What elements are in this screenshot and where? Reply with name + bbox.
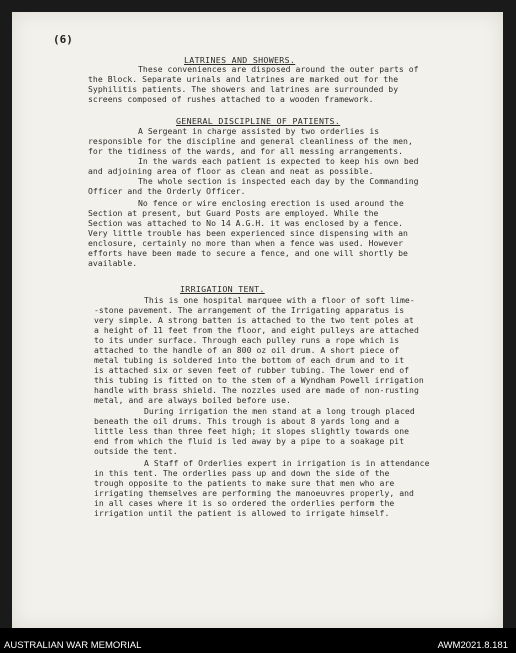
paragraph-line: Very little trouble has been experienced since dispensing with an — [88, 228, 408, 238]
paragraph-line: responsible for the discipline and general cleanliness of the men, — [88, 136, 413, 146]
paragraph-line: the Block. Separate urinals and latrines are marked out for the — [88, 74, 399, 84]
paragraph-line: available. — [88, 258, 138, 268]
paragraph-line: No fence or wire enclosing erection is used around the — [138, 198, 404, 208]
paragraph-line: The whole section is inspected each day by the Commanding — [138, 176, 419, 186]
paragraph-line: Officer and the Orderly Officer. — [88, 186, 246, 196]
section-heading-irrigation: IRRIGATION TENT. — [180, 284, 265, 294]
paragraph-line: screens composed of rushes attached to a wooden framework. — [88, 94, 374, 104]
paragraph-line: this tubing is fitted on to the stem of a Wyndham Powell irrigation — [94, 375, 424, 385]
paragraph-line: -stone pavement. The arrangement of the Irrigating apparatus is — [94, 305, 405, 315]
paragraph-line: and adjoining area of floor as clean and neat as possible. — [88, 166, 374, 176]
document-page — [12, 12, 503, 628]
paragraph-line: outside the tent. — [94, 446, 178, 456]
paragraph-line: These conveniences are disposed around the outer parts of — [138, 64, 419, 74]
paragraph-line: is attached six or seven feet of rubber tubing. The lower end of — [94, 365, 410, 375]
footer-accession-number: AWM2021.8.181 — [437, 640, 508, 651]
paragraph-line: irrigating themselves are performing the manoeuvres properly, and — [94, 488, 414, 498]
paragraph-line: little less than three feet high; it slopes slightly towards one — [94, 426, 410, 436]
paragraph-line: A Sergeant in charge assisted by two orderlies is — [138, 126, 380, 136]
paragraph-line: for the tidiness of the wards, and for all messing arrangements. — [88, 146, 404, 156]
paragraph-line: irrigation until the patient is allowed to irrigate himself. — [94, 508, 390, 518]
section-heading-discipline: GENERAL DISCIPLINE OF PATIENTS. — [176, 116, 341, 126]
paragraph-line: attached to the handle of an 800 oz oil drum. A short piece of — [94, 345, 400, 355]
paragraph-line: This is one hospital marquee with a floor of soft lime- — [144, 295, 415, 305]
paragraph-line: A Staff of Orderlies expert in irrigation is in attendance — [144, 458, 430, 468]
paragraph-line: end from which the fluid is led away by a pipe to a soakage pit — [94, 436, 405, 446]
paragraph-line: in all cases where it is so ordered the orderlies perform the — [94, 498, 395, 508]
paragraph-line: metal tubing is soldered into the bottom of each drum and to it — [94, 355, 405, 365]
paragraph-line: enclosure, certainly no more than when a fence was used. However — [88, 238, 404, 248]
archive-footer — [0, 628, 516, 653]
paragraph-line: Section at present, but Guard Posts are employed. While the — [88, 208, 379, 218]
paragraph-line: Section was attached to No 14 A.G.H. it was enclosed by a fence. — [88, 218, 404, 228]
section-heading-latrines: LATRINES AND SHOWERS. — [184, 55, 296, 65]
paragraph-line: to its under surface. Through each pulley runs a rope which is — [94, 335, 400, 345]
paragraph-line: handle with brass shield. The nozzles used are made of non-rusting — [94, 385, 419, 395]
paragraph-line: In the wards each patient is expected to keep his own bed — [138, 156, 419, 166]
paragraph-line: metal, and are always boiled before use. — [94, 395, 291, 405]
paragraph-line: beneath the oil drums. This trough is about 8 yards long and a — [94, 416, 400, 426]
paragraph-line: very simple. A strong batten is attached to the two tent poles at — [94, 315, 414, 325]
paragraph-line: Syphilitis patients. The showers and latrines are surrounded by — [88, 84, 399, 94]
paragraph-line: in this tent. The orderlies pass up and down the side of the — [94, 468, 390, 478]
paragraph-line: trough opposite to the patients to make sure that men who are — [94, 478, 395, 488]
page-number: (6) — [53, 33, 73, 46]
footer-institution: AUSTRALIAN WAR MEMORIAL — [4, 640, 142, 651]
paragraph-line: During irrigation the men stand at a long trough placed — [144, 406, 415, 416]
paragraph-line: efforts have been made to secure a fence, and one will shortly be — [88, 248, 408, 258]
paragraph-line: a height of 11 feet from the floor, and eight pulleys are attached — [94, 325, 419, 335]
